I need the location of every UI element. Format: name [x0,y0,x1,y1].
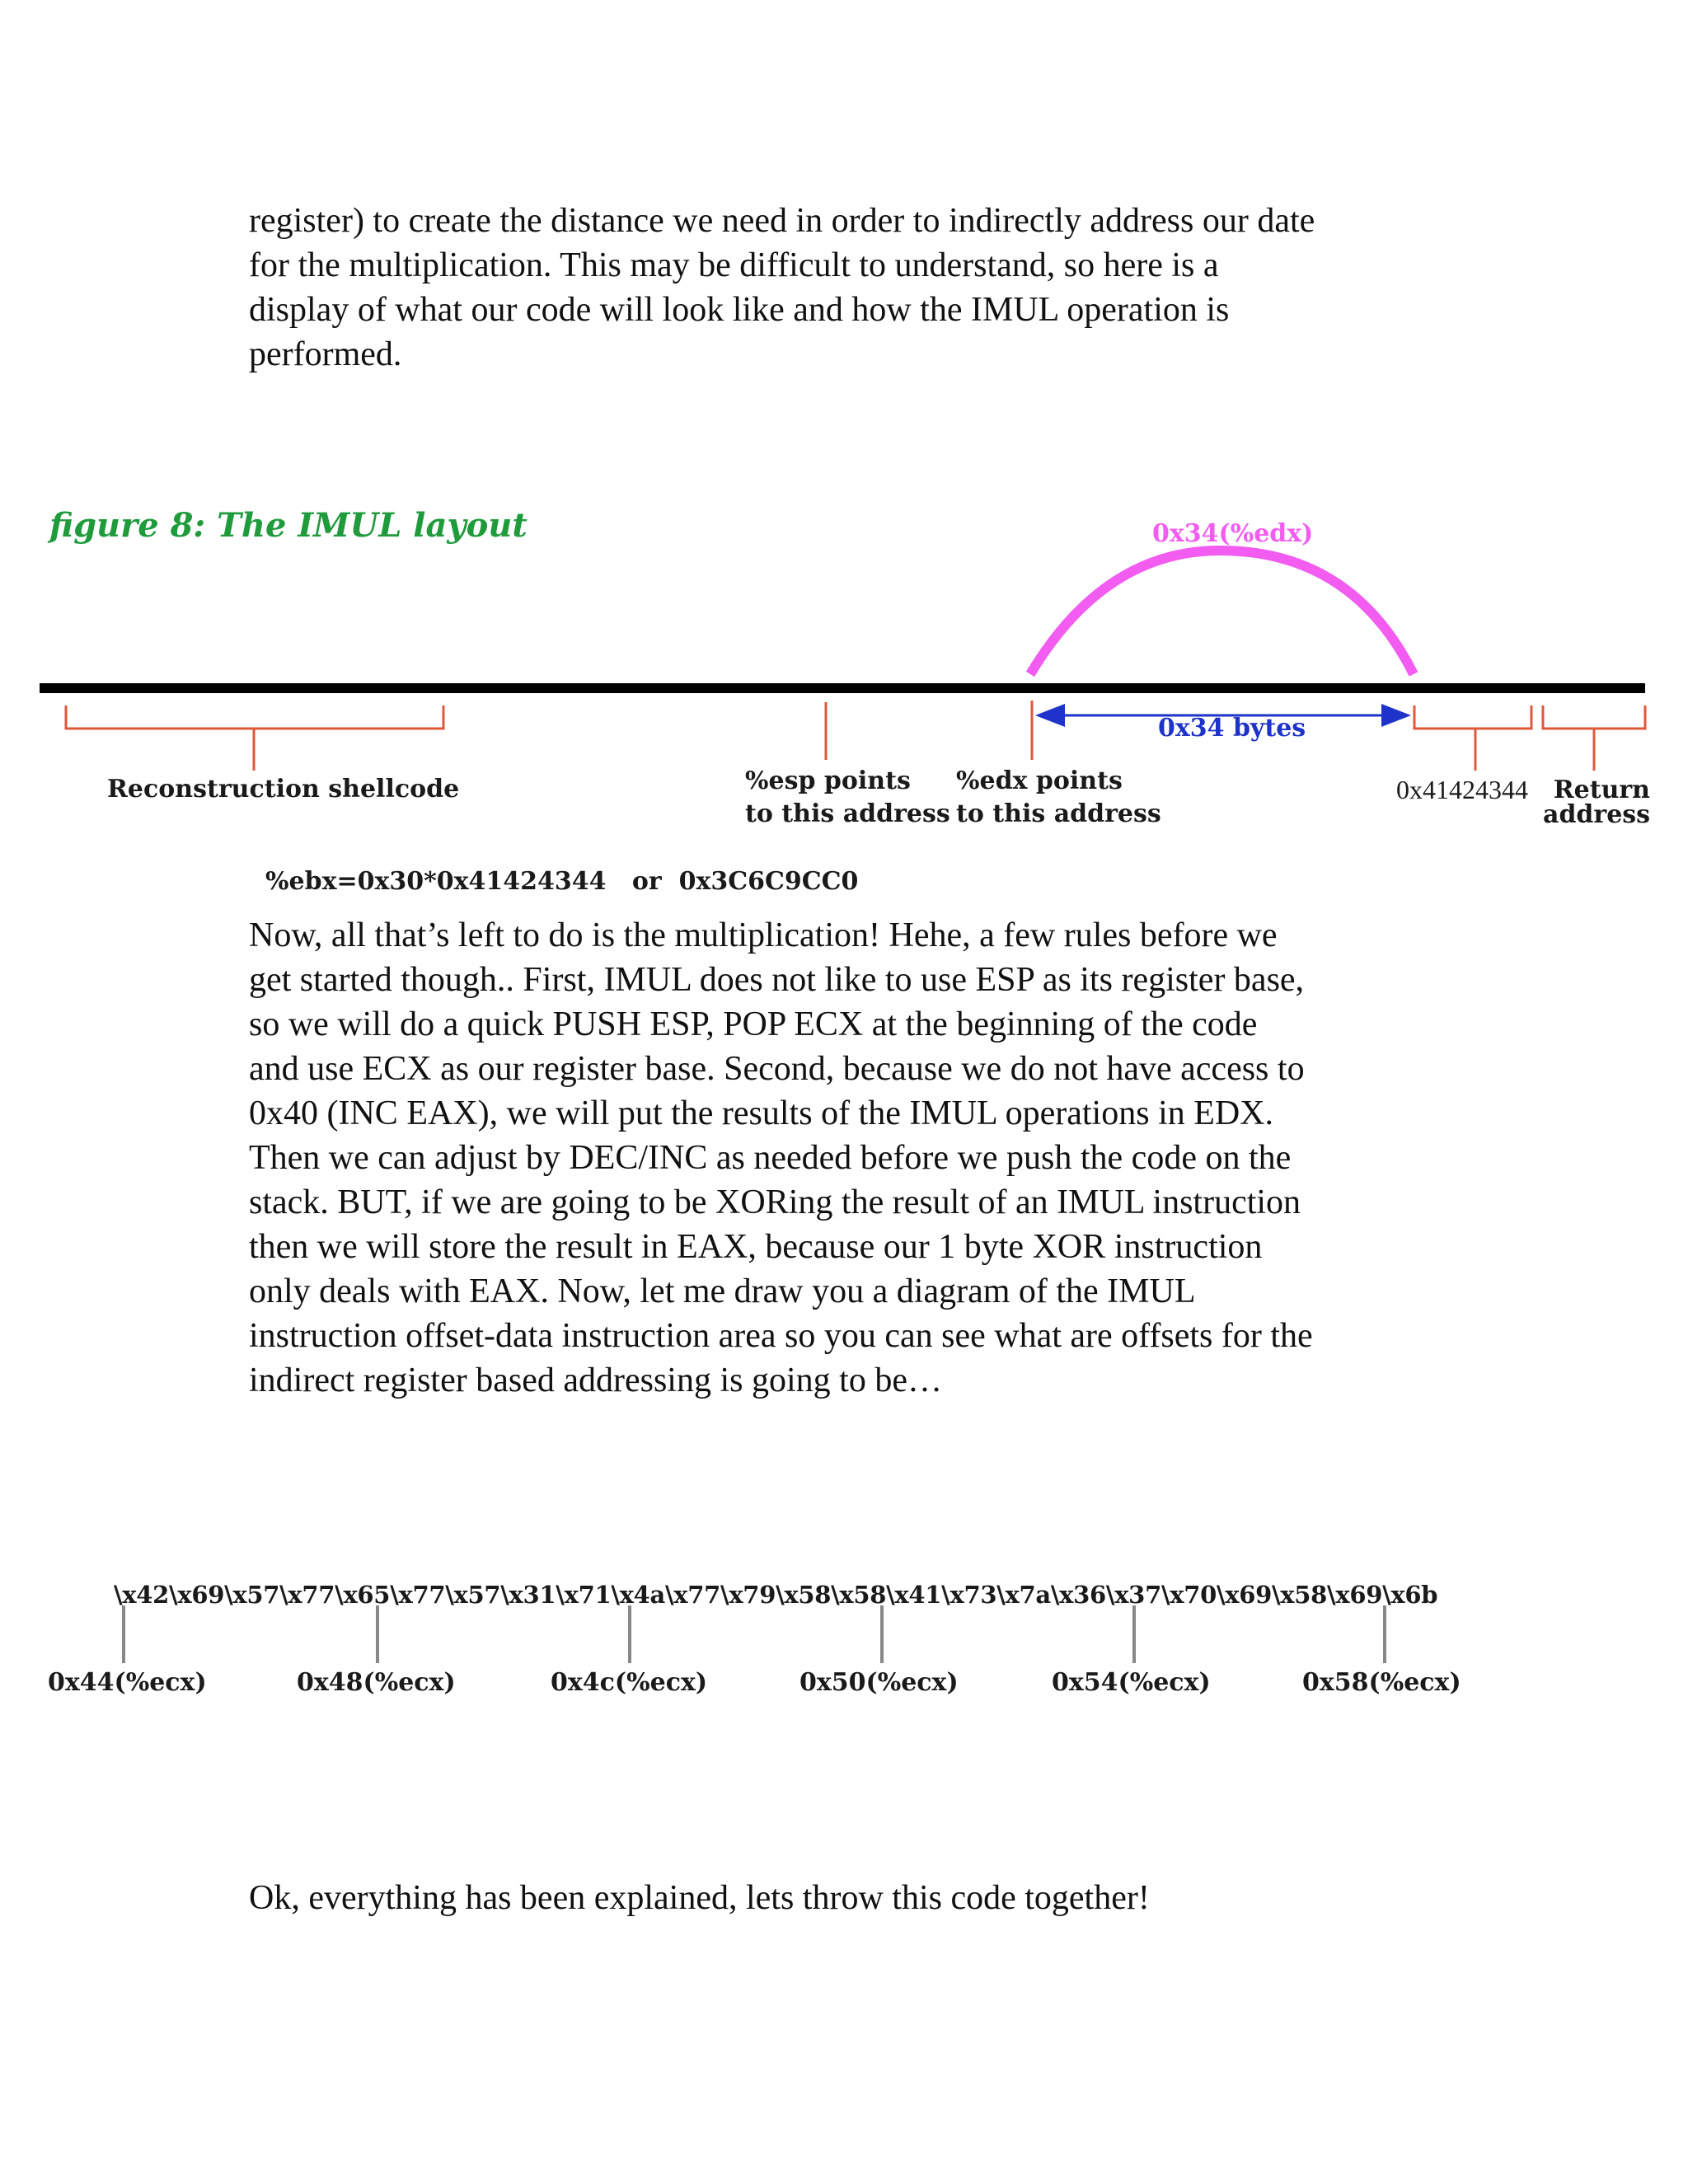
text-line: indirect register based addressing is going to be… [249,1361,942,1399]
offset-label: 0x54(%ecx) [1052,1668,1211,1697]
closing-paragraph: Ok, everything has been explained, lets throw this code together! [249,1879,1150,1917]
shellcode-bracket [66,705,443,771]
text-line: 0x40 (INC EAX), we will put the results of the IMUL operations in EDX. [249,1094,1274,1132]
rules-paragraph [249,913,1485,1403]
offset-label: 0x58(%ecx) [1302,1668,1461,1697]
offset-label: 0x4c(%ecx) [551,1668,708,1697]
offset-ticks [124,1605,1385,1663]
text-line: then we will store the result in EAX, because our 1 byte XOR instruction [249,1228,1263,1266]
offset-label: 0x50(%ecx) [799,1668,959,1697]
address-bracket [1414,705,1531,771]
hex-byte-string: \x42\x69\x57\x77\x65\x77\x57\x31\x71\x4a\x77\x79\x58\x58\x41\x73\x7a\x36\x37\x70\x69\x58\x69\x6b [114,1581,1438,1609]
edx-label-line: %edx points [956,766,1123,795]
offset-label: 0x44(%ecx) [48,1668,207,1697]
text-line: Then we can adjust by DEC/INC as needed before we push the code on the [249,1139,1292,1177]
memory-line [40,683,1645,693]
figure-title: figure 8: The IMUL layout [49,506,528,545]
text-line: stack. BUT, if we are going to be XORing the result of an IMUL instruction [249,1183,1301,1221]
text-line: only deals with EAX. Now, let me draw you a diagram of the IMUL [249,1272,1196,1310]
text-line: so we will do a quick PUSH ESP, POP ECX at the beginning of the code [249,1005,1258,1043]
text-line: and use ECX as our register base. Second, because we do not have access to [249,1050,1305,1088]
offset-arc [1030,551,1414,674]
edx-label-line: to this address [956,799,1161,828]
offset-label: 0x48(%ecx) [297,1668,456,1697]
return-label-line: address [1543,800,1651,829]
esp-label [745,765,950,831]
return-address-label [1543,778,1650,827]
text-line: display of what our code will look like and how the IMUL operation is [249,291,1230,329]
return-address-bracket [1543,705,1645,771]
text-line: Now, all that’s left to do is the multiplication! Hehe, a few rules before we [249,916,1278,954]
edx-label [956,765,1161,831]
address-value: 0x41424344 [1396,775,1528,804]
bytes-label: 0x34 bytes [1158,714,1306,743]
return-label-line: Return [1553,776,1650,804]
esp-label-line: %esp points [745,766,911,795]
text-line: instruction offset-data instruction area so you can see what are offsets for the [249,1317,1313,1355]
esp-label-line: to this address [745,799,950,828]
text-line: for the multiplication. This may be difficult to understand, so here is a [249,246,1219,284]
reconstruction-label: Reconstruction shellcode [107,775,460,804]
ebx-equation: %ebx=0x30*0x41424344 or 0x3C6C9CC0 [265,867,859,896]
text-line: performed. [249,335,402,373]
text-line: register) to create the distance we need in order to indirectly address our date [249,202,1315,240]
text-line: get started though.. First, IMUL does not like to use ESP as its register base, [249,961,1305,999]
arc-label: 0x34(%edx) [1152,519,1314,548]
